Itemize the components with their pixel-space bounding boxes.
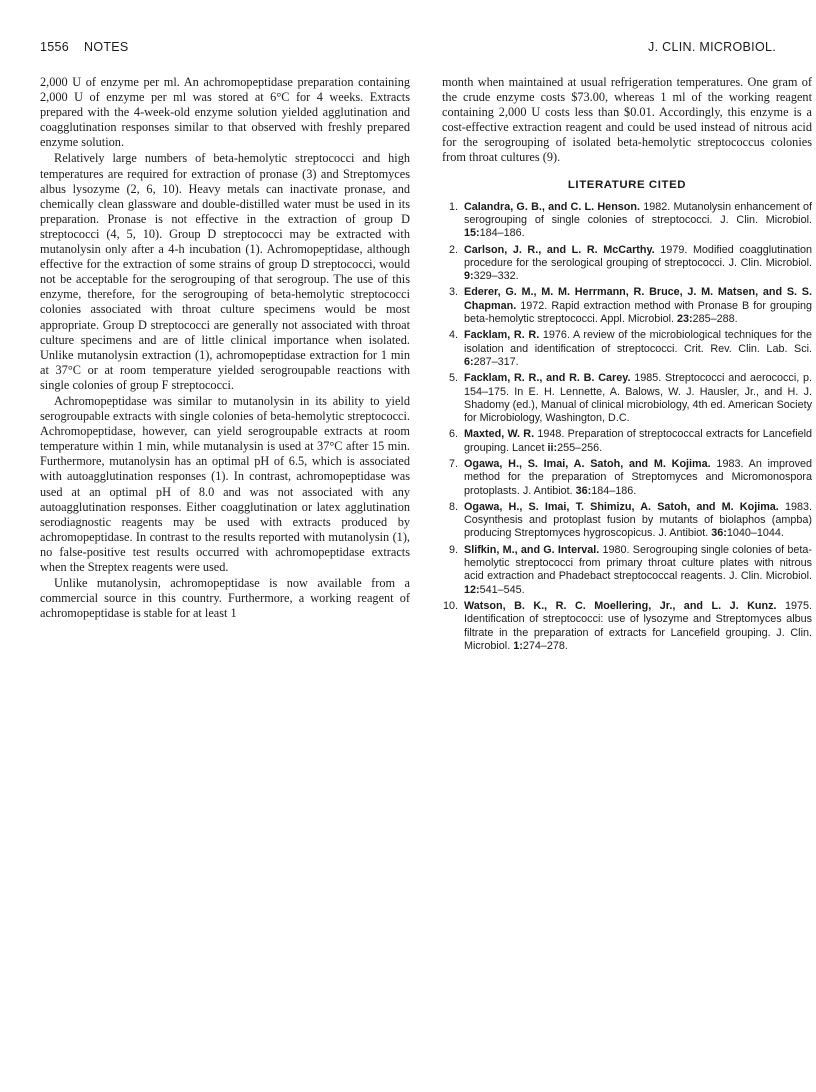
- reference-authors: Maxted, W. R.: [464, 428, 535, 441]
- reference-volume: 9:: [464, 270, 474, 283]
- reference-item: [442, 501, 812, 541]
- reference-pages: 274–278.: [522, 639, 568, 652]
- reference-item: [442, 458, 812, 498]
- reference-text: 1983. An improved method for the preparation of Streptomyces and Micromonospora protoplasts. J. Antibiot.: [464, 458, 812, 497]
- reference-number: 1.: [448, 200, 458, 213]
- reference-volume: 36:: [575, 484, 592, 497]
- reference-authors: Ogawa, H., S. Imai, T. Shimizu, A. Satoh, and M. Kojima.: [464, 500, 779, 513]
- reference-item: [442, 428, 812, 455]
- reference-item: [442, 201, 812, 241]
- reference-authors: Ederer, G. M., M. M. Herrmann, R. Bruce, J. M. Matsen, and S. S. Chapman.: [464, 286, 812, 312]
- reference-authors: Facklam, R. R.: [464, 329, 540, 342]
- reference-list: [442, 201, 812, 654]
- paragraph: 2,000 U of enzyme per ml. An achromopeptidase preparation containing 2,000 U of enzyme per ml was stored at 6°C for 4 weeks. Extracts prepared with the 4-week-old enzyme solution yielded agglutination and coagglutination responses similar to that observed with freshly prepared enzyme solution.: [40, 75, 410, 150]
- reference-number: 5.: [448, 372, 458, 385]
- reference-number: 7.: [448, 458, 458, 470]
- reference-authors: Watson, B. K., R. C. Moellering, Jr., and L. J. Kunz.: [464, 599, 777, 612]
- reference-pages: 287–317.: [473, 355, 519, 368]
- reference-number: 9.: [448, 543, 458, 556]
- paragraph: Achromopeptidase was similar to mutanolysin in its ability to yield serogroupable extracts with single colonies of beta-hemolytic streptococci. Achromopeptidase, however, can yield serogroupable extracts at room temperature within 1 min, while mutanalysin is used at 37°C after 15 min. Furthermore, mutanolysin has an optimal pH of 6.5, which is associated with autoagglutination responses (1). In contrast, achromopeptidase was used at an optimal pH of 8.0 and was not associated with any autoagglutination responses. Either coagglutination or latex agglutination serodiagnostic reagents may be used with extracts produced by achromopeptidase. In contrast to the results reported with mutanolysin (1), no false-positive test results occurred with achromopeptidase extracts when the Streptex reagents were used.: [40, 393, 410, 574]
- reference-item: [442, 329, 812, 369]
- reference-pages: 285–288.: [692, 313, 738, 326]
- reference-text: 1976. A review of the microbiological techniques for the isolation and identification of streptococci. Crit. Rev. Clin. Lab. Sci.: [464, 329, 813, 355]
- journal-name: J. CLIN. MICROBIOL.: [648, 40, 776, 54]
- reference-item: [442, 286, 812, 326]
- reference-item: [442, 544, 812, 597]
- reference-pages: 184–186.: [591, 484, 637, 497]
- reference-volume: 1:: [513, 639, 523, 652]
- reference-number: 10.: [442, 599, 458, 612]
- reference-volume: 23:: [677, 313, 693, 326]
- reference-number: 3.: [448, 286, 458, 299]
- reference-pages: 1040–1044.: [726, 527, 784, 540]
- reference-text: 1980. Serogrouping single colonies of beta-hemolytic streptococci from primary throat culture plates with nitrous acid extraction and Phadebact streptococcal reagents. J. Clin. Microbiol.: [464, 543, 812, 583]
- reference-number: 6.: [448, 428, 458, 441]
- reference-pages: 541–545.: [479, 583, 525, 596]
- reference-text: 1975. Identification of streptococci: use of lysozyme and Streptomyces albus filtrate in the preparation of extracts for Lancefield grouping. J. Clin. Microbiol.: [464, 599, 812, 652]
- reference-authors: Facklam, R. R., and R. B. Carey.: [464, 372, 631, 385]
- reference-authors: Calandra, G. B., and C. L. Henson.: [464, 200, 640, 213]
- reference-volume: 6:: [464, 355, 474, 368]
- reference-authors: Ogawa, H., S. Imai, A. Satoh, and M. Kojima.: [464, 458, 711, 470]
- reference-text: 1982. Mutanolysin enhancement of serogrouping of single colonies of streptococci. J. Clin. Microbiol.: [464, 200, 812, 226]
- page-number: 1556: [40, 40, 70, 54]
- reference-authors: Carlson, J. R., and L. R. McCarthy.: [464, 243, 655, 256]
- reference-number: 2.: [448, 243, 458, 256]
- section-label: NOTES: [84, 40, 129, 54]
- right-column: [442, 75, 812, 656]
- reference-item: [442, 372, 812, 425]
- paragraph: month when maintained at usual refrigeration temperatures. One gram of the crude enzyme costs $73.00, whereas 1 ml of the working reagent containing 2,000 U costs less than $0.01. Accordingly, this enzyme is a cost-effective extraction reagent and could be used instead of nitrous acid for the serogrouping of isolated beta-hemolytic streptococcus colonies from throat cultures (9).: [442, 75, 812, 165]
- reference-text: 1983. Cosynthesis and protoplast fusion by mutants of biolaphos (ampba) producing Streptomyces hygroscopicus. J. Antibiot.: [464, 500, 812, 540]
- paragraph: Relatively large numbers of beta-hemolytic streptococci and high temperatures are required for extraction of pronase (3) and Streptomyces albus lysozyme (2, 6, 10). Heavy metals can inactivate pronase, and chemically clean glassware and double-distilled water must be used in its preparation. Pronase is not effective in the extraction of group D streptococci (4, 5, 10). Group D streptococci may be extracted with mutanolysin only after a 4-h incubation (1). Achromopeptidase, although effective for the extraction of some strains of group D streptococci, would not be acceptable for the serogrouping of that serogroup. The use of this enzyme, therefore, for the serogrouping of beta-hemolytic streptococci colonies associated with throat culture specimens would be most appropriate. Group D streptococci are generally not associated with throat culture specimens and are of little clinical importance when isolated. Unlike mutanolysin extraction (1), achromopeptidase extraction for 1 min at 37°C or at room temperature yielded serogroupable reactions with single colonies of group F streptococci.: [40, 151, 410, 392]
- reference-item: [442, 244, 812, 284]
- reference-text: 1985. Streptococci and aerococci, p. 154–175. In E. H. Lennette, A. Balows, W. J. Hausler, Jr., and H. J. Shadomy (ed.), Manual of clinical microbiology, 4th ed. American Society for Microbiology, Washington, D.C.: [464, 372, 812, 425]
- reference-volume: 12:: [464, 583, 480, 596]
- reference-volume: ii:: [547, 441, 558, 454]
- reference-text: 1979. Modified coagglutination procedure for the serological grouping of streptococci. J. Clin. Microbiol.: [464, 243, 813, 269]
- reference-pages: 184–186.: [479, 227, 525, 240]
- reference-number: 8.: [448, 500, 458, 513]
- reference-volume: 15:: [464, 227, 480, 240]
- reference-volume: 36:: [711, 527, 727, 540]
- reference-pages: 255–256.: [557, 441, 603, 454]
- reference-text: 1948. Preparation of streptococcal extracts for Lancefield grouping. Lancet: [464, 428, 812, 454]
- reference-item: [442, 600, 812, 653]
- reference-authors: Slifkin, M., and G. Interval.: [464, 543, 600, 556]
- paragraph: Unlike mutanolysin, achromopeptidase is now available from a commercial source in this country. Furthermore, a working reagent of achromopeptidase is stable for at least 1: [40, 576, 410, 621]
- reference-pages: 329–332.: [473, 270, 519, 283]
- left-column: [40, 75, 410, 621]
- literature-cited-heading: LITERATURE CITED: [567, 178, 687, 191]
- reference-text: 1972. Rapid extraction method with Pronase B for grouping beta-hemolytic streptococci. Appl. Microbiol.: [464, 299, 812, 326]
- reference-number: 4.: [448, 329, 458, 342]
- running-header: [40, 40, 776, 58]
